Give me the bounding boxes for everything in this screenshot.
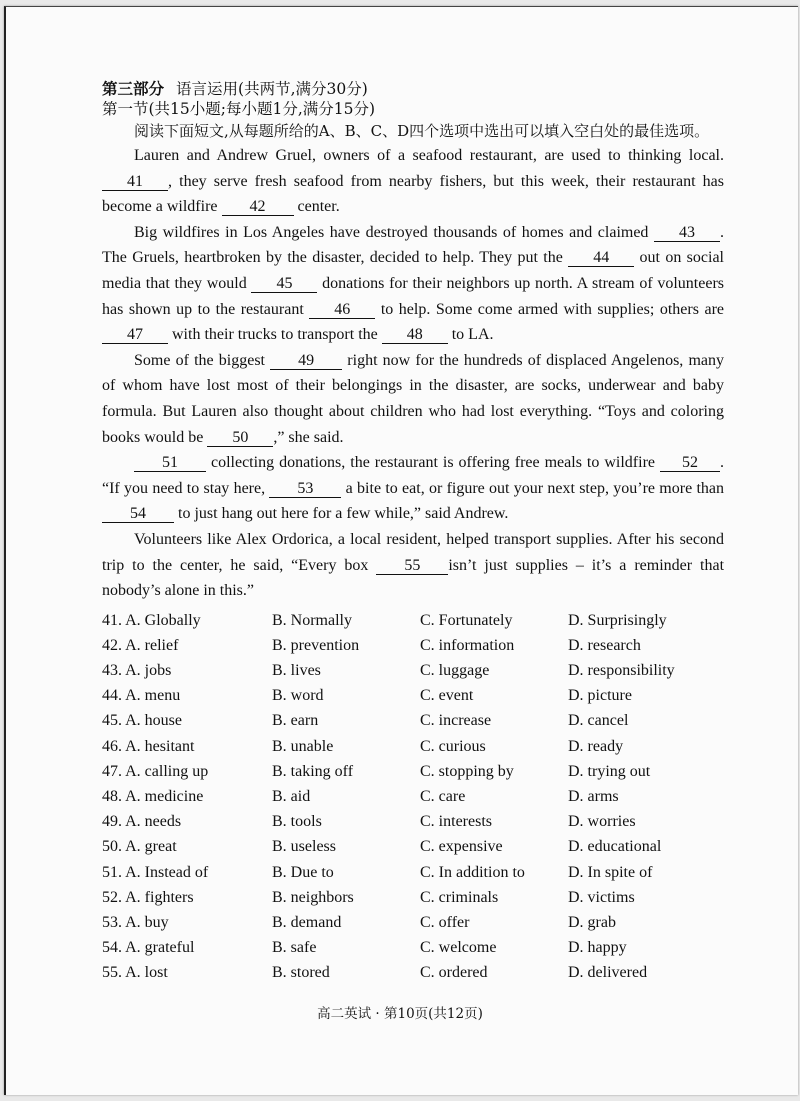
question-51: 51. A. Instead of — [102, 863, 209, 881]
option-c[interactable]: C. information — [420, 636, 515, 654]
question-41: 41. A. Globally — [102, 611, 201, 629]
option-row-47 — [102, 759, 724, 784]
question-46: 46. A. hesitant — [102, 737, 195, 755]
option-b[interactable]: B. Due to — [272, 863, 334, 881]
blank-46[interactable]: 46 — [309, 301, 375, 319]
option-d[interactable]: D. victims — [568, 888, 635, 906]
option-c[interactable]: C. In addition to — [420, 863, 525, 881]
question-43: 43. A. jobs — [102, 662, 172, 680]
option-b[interactable]: B. earn — [272, 712, 319, 730]
option-d[interactable]: D. arms — [568, 788, 619, 805]
option-c[interactable]: C. Fortunately — [420, 611, 513, 629]
blank-54[interactable]: 54 — [102, 505, 174, 523]
option-c[interactable]: C. interests — [420, 813, 492, 831]
blank-42[interactable]: 42 — [222, 198, 294, 216]
option-b[interactable]: B. demand — [272, 913, 342, 931]
option-row-48 — [102, 784, 724, 809]
paragraph-4: 51 collecting donations, the restaurant is offering free meals to wildfire 52 . “If you need to stay here, 53 a bite to eat, or figure out your next step, you’re more than 54 to just hang out here for a few while,” said Andrew. — [102, 454, 724, 523]
option-c[interactable]: C. expensive — [420, 838, 503, 856]
paragraph-2: Big wildfires in Los Angeles have destroyed thousands of homes and claimed 43 . The Gruels, heartbroken by the disaster, decided to help. They put the 44 out on social media that they would 45 donations for their neighbors up north. A stream of volunteers has shown up to the restaurant 46 to help. Some come armed with supplies; others are 47 with their trucks to transport the 48 to LA. — [102, 223, 725, 344]
option-row-54 — [102, 935, 724, 960]
option-c[interactable]: C. care — [420, 788, 466, 805]
option-c[interactable]: C. curious — [420, 737, 486, 755]
option-d[interactable]: D. research — [568, 636, 641, 654]
question-52: 52. A. fighters — [102, 888, 194, 906]
question-45: 45. A. house — [102, 712, 183, 730]
option-c[interactable]: C. criminals — [420, 888, 499, 906]
blank-52[interactable]: 52 — [660, 454, 720, 472]
option-b[interactable]: B. unable — [272, 737, 334, 755]
option-row-51 — [102, 860, 724, 885]
option-row-43 — [102, 658, 724, 683]
option-c[interactable]: C. ordered — [420, 964, 488, 982]
option-row-50 — [102, 834, 724, 859]
option-b[interactable]: B. neighbors — [272, 888, 354, 906]
section-heading: 第一节(共15小题;每小题1分,满分15分) — [102, 100, 376, 118]
blank-48[interactable]: 48 — [382, 326, 448, 344]
option-row-55 — [102, 960, 724, 985]
option-d[interactable]: D. picture — [568, 687, 632, 705]
option-c[interactable]: C. luggage — [420, 662, 490, 680]
option-b[interactable]: B. safe — [272, 939, 317, 957]
option-row-44 — [102, 683, 724, 708]
blank-44[interactable]: 44 — [568, 249, 634, 267]
question-44: 44. A. menu — [102, 687, 181, 705]
blank-49[interactable]: 49 — [270, 352, 342, 370]
part-title: 语言运用(共两节,满分30分) — [176, 80, 368, 98]
question-49: 49. A. needs — [102, 813, 182, 831]
question-47: 47. A. calling up — [102, 762, 209, 780]
exam-content — [102, 79, 724, 986]
option-b[interactable]: B. prevention — [272, 636, 360, 654]
question-55: 55. A. lost — [102, 964, 168, 982]
part-label: 第三部分 — [102, 79, 165, 98]
option-row-49 — [102, 809, 724, 834]
blank-41[interactable]: 41 — [102, 173, 168, 191]
option-d[interactable]: D. In spite of — [568, 863, 653, 881]
option-d[interactable]: D. happy — [568, 939, 627, 957]
option-d[interactable]: D. ready — [568, 737, 624, 755]
blank-47[interactable]: 47 — [102, 326, 168, 344]
option-c[interactable]: C. event — [420, 687, 474, 705]
option-c[interactable]: C. welcome — [420, 939, 497, 957]
option-row-53 — [102, 910, 724, 935]
blank-55[interactable]: 55 — [376, 557, 448, 575]
options-list — [102, 608, 724, 986]
option-row-42 — [102, 633, 724, 658]
option-c[interactable]: C. offer — [420, 913, 470, 931]
blank-51[interactable]: 51 — [134, 454, 206, 472]
option-b[interactable]: B. word — [272, 687, 324, 705]
option-c[interactable]: C. increase — [420, 712, 492, 730]
question-53: 53. A. buy — [102, 913, 169, 931]
option-b[interactable]: B. Normally — [272, 611, 352, 629]
blank-50[interactable]: 50 — [207, 429, 273, 447]
option-d[interactable]: D. grab — [568, 913, 616, 931]
option-row-41 — [102, 608, 724, 633]
option-d[interactable]: D. cancel — [568, 712, 629, 730]
paragraph-1: Lauren and Andrew Gruel, owners of a seafood restaurant, are used to thinking local. 41 , they serve fresh seafood from nearby fishers, but this week, their restaurant has become a wildfire 42 center. — [102, 147, 724, 216]
question-48: 48. A. medicine — [102, 788, 204, 805]
option-b[interactable]: B. aid — [272, 788, 311, 805]
option-b[interactable]: B. taking off — [272, 762, 354, 780]
option-d[interactable]: D. delivered — [568, 964, 648, 982]
option-d[interactable]: D. trying out — [568, 762, 651, 780]
option-row-46 — [102, 734, 724, 759]
part-heading — [102, 79, 724, 99]
blank-53[interactable]: 53 — [269, 480, 341, 498]
question-50: 50. A. great — [102, 838, 177, 856]
option-b[interactable]: B. tools — [272, 813, 322, 831]
option-b[interactable]: B. useless — [272, 838, 336, 856]
question-42: 42. A. relief — [102, 636, 179, 654]
blank-43[interactable]: 43 — [654, 224, 720, 242]
blank-45[interactable]: 45 — [251, 275, 317, 293]
option-d[interactable]: D. responsibility — [568, 662, 675, 680]
option-b[interactable]: B. stored — [272, 964, 330, 982]
option-d[interactable]: D. educational — [568, 838, 662, 856]
option-row-45 — [102, 708, 724, 733]
exam-page — [4, 6, 798, 1095]
paragraph-3: Some of the biggest 49 right now for the hundreds of displaced Angelenos, many of whom have lost most of their belongings in the disaster, are socks, underwear and baby formula. But Lauren also thought about children who had lost everything. “Toys and coloring books would be 50 ,” she said. — [102, 351, 724, 446]
option-d[interactable]: D. worries — [568, 813, 636, 831]
paragraph-5: Volunteers like Alex Ordorica, a local resident, helped transport supplies. After his second trip to the center, he said, “Every box 55 isn’t just supplies – it’s a reminder that nobody’s alone in this.” — [102, 530, 725, 600]
option-d[interactable]: D. Surprisingly — [568, 611, 667, 629]
option-c[interactable]: C. stopping by — [420, 762, 514, 780]
page-footer: 高二英试 · 第10页(共12页) — [317, 1006, 483, 1022]
instructions: 阅读下面短文,从每题所给的A、B、C、D四个选项中选出可以填入空白处的最佳选项。 — [134, 122, 710, 140]
option-b[interactable]: B. lives — [272, 662, 321, 680]
option-row-52 — [102, 885, 724, 910]
question-54: 54. A. grateful — [102, 939, 195, 957]
